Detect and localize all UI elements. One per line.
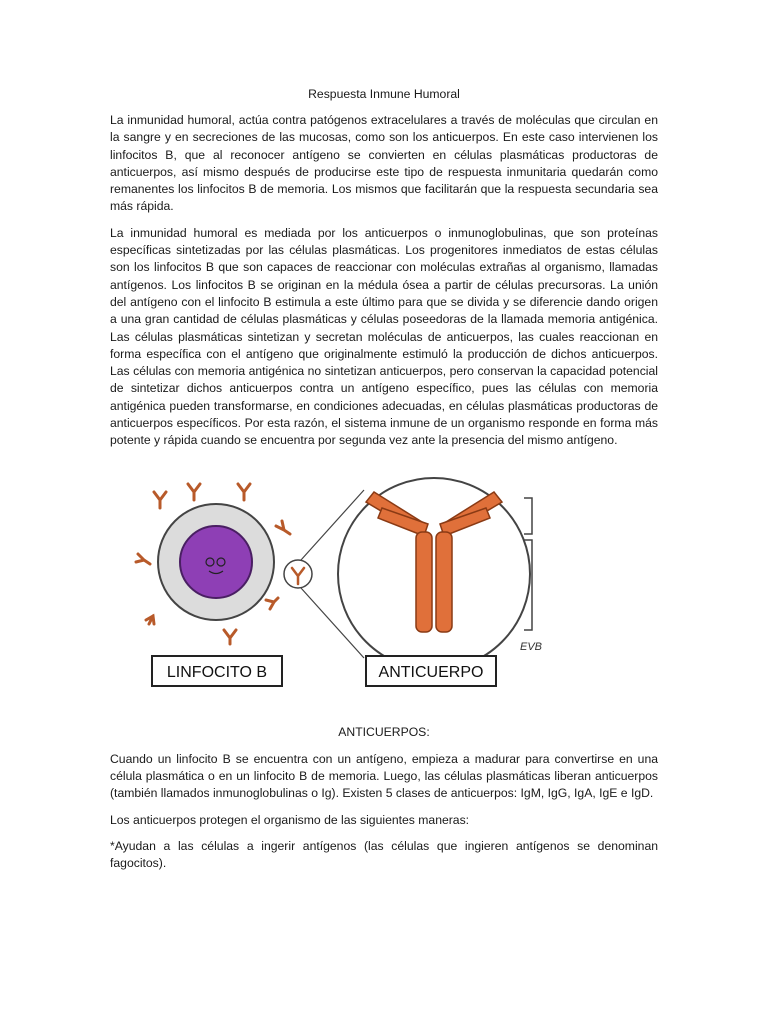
label-lymphocyte: LINFOCITO B bbox=[166, 663, 268, 681]
paragraph-protection-intro: Los anticuerpos protegen el organismo de las siguientes maneras: bbox=[110, 812, 470, 827]
paragraph-phagocytes: *Ayudan a las células a ingerir antígenos (las células que ingieren antígenos se denominan fagocitos). bbox=[110, 838, 658, 871]
illustration-svg bbox=[116, 462, 543, 702]
bracket-top bbox=[524, 498, 532, 534]
lymphocyte-nucleus bbox=[180, 526, 252, 598]
illustration-signature: EVB bbox=[520, 640, 543, 653]
document-page bbox=[110, 86, 658, 881]
paragraph-humoral-detail: La inmunidad humoral es mediada por los anticuerpos o inmunoglobulinas, que son proteínas específicas sintetizadas por las células plasmáticas. Los progenitores inmediatos de estas células son los linfocitos B que son capaces de reaccionar con moléculas extrañas al organismo, llamadas antígenos. Los linfocitos B se originan en la médula ósea a partir de células precursoras. La unión del antígeno con el linfocito B estimula a este último para que se divida y se diferencie dando origen a una gran cantidad de células plasmáticas y células poseedoras de la llamada memoria antigénica. Las células plasmáticas sintetizan y secretan moléculas de anticuerpos, las cuales reaccionan en forma específica con el antígeno que originalmente estimuló la producción de dichos anticuerpos. Las células con memoria antigénica no sintetizan anticuerpos, pero conservan la capacidad potencial de sintetizar dichos anticuerpos contra un antígeno específico, pues las células con memoria antigénica pueden transformarse, en condiciones adecuadas, en células plasmáticas productoras de anticuerpos específicos. Por esta razón, el sistema inmune de un organismo responde en forma más potente y rápida cuando se encuentra por segunda vez ante la presencia del mismo antígeno. bbox=[110, 225, 658, 448]
lymphocyte-antibody-illustration bbox=[116, 462, 543, 702]
section-heading: ANTICUERPOS: bbox=[338, 724, 430, 739]
paragraph-humoral-intro: La inmunidad humoral, actúa contra patógenos extracelulares a través de moléculas que circulan en la sangre y en secreciones de las mucosas, como son los anticuerpos. En este caso intervienen los linfocitos B, que al reconocer antígeno se convierten en células plasmáticas productoras de anticuerpos, así mismo después de producirse este tipo de respuesta inmunitaria quedarán como remanentes los linfocitos B de memoria. Los mismos que facilitarán que la respuesta secundaria sea más rápida. bbox=[110, 113, 658, 214]
label-antibody: ANTICUERPO bbox=[378, 663, 484, 681]
zoom-circle-large bbox=[338, 478, 530, 670]
paragraph-antibody-intro: Cuando un linfocito B se encuentra con un antígeno, empieza a madurar para convertirse en una célula plasmática o en un linfocito B de memoria. Luego, las células plasmáticas liberan anticuerpos (también llamados inmunoglobulinas o Ig). Existen 5 clases de anticuerpos: IgM, IgG, IgA, IgE e IgD. bbox=[110, 751, 658, 801]
document-title: Respuesta Inmune Humoral bbox=[308, 87, 460, 101]
